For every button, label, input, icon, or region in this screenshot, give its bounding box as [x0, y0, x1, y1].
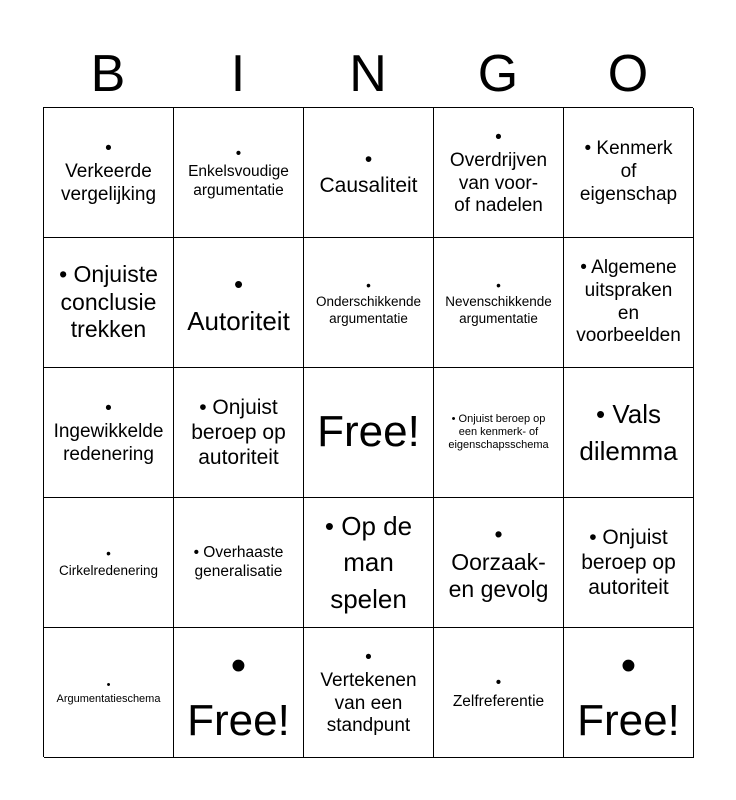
- bingo-cell-r5-c3[interactable]: [304, 628, 434, 758]
- bingo-cell-r4-c3[interactable]: [304, 498, 434, 628]
- header-letter-b: B: [90, 45, 126, 103]
- cell-text: • Enkelsvoudige argumentatie: [188, 144, 289, 199]
- cell-text: • Verkeerde vergelijking: [60, 138, 157, 205]
- bingo-cell-r5-c5[interactable]: [564, 628, 694, 758]
- cell-text: • Cirkelredenering: [58, 546, 159, 578]
- bingo-cell-r2-c5[interactable]: [564, 238, 694, 368]
- cell-text: • Nevenschikkende argumentatie: [445, 278, 552, 326]
- cell-text: • Onjuist beroep op autoriteit: [191, 395, 286, 470]
- cell-text: • Onjuist beroep op autoriteit: [581, 525, 676, 600]
- header-letter-g: G: [477, 45, 519, 103]
- cell-text: • Onjuiste conclusie trekken: [59, 261, 158, 343]
- bingo-cell-r5-c2[interactable]: [174, 628, 304, 758]
- cell-text: • Free!: [577, 640, 680, 745]
- cell-text: • Vals dilemma: [579, 399, 678, 466]
- bingo-cell-r4-c1[interactable]: [44, 498, 174, 628]
- bingo-cell-r2-c2[interactable]: [174, 238, 304, 368]
- bingo-cell-r1-c3[interactable]: [304, 108, 434, 238]
- cell-text: • Onjuist beroep op een kenmerk- of eigenschapsschema: [448, 412, 549, 452]
- bingo-board: [43, 107, 693, 757]
- cell-text: • Overhaaste generalisatie: [193, 543, 284, 580]
- cell-text: • Free!: [187, 640, 290, 745]
- bingo-cell-r5-c1[interactable]: [44, 628, 174, 758]
- cell-text: • Autoriteit: [187, 269, 290, 336]
- bingo-cell-r4-c4[interactable]: [434, 498, 564, 628]
- bingo-cell-r3-c3[interactable]: [304, 368, 434, 498]
- bingo-cell-r4-c5[interactable]: [564, 498, 694, 628]
- bingo-cell-r5-c4[interactable]: [434, 628, 564, 758]
- cell-text: • Algemene uitspraken en voorbeelden: [576, 256, 681, 347]
- bingo-cell-r1-c1[interactable]: [44, 108, 174, 238]
- bingo-cell-r3-c2[interactable]: [174, 368, 304, 498]
- cell-text: • Overdrijven van voor- of nadelen: [449, 126, 548, 217]
- bingo-cell-r1-c5[interactable]: [564, 108, 694, 238]
- cell-text: • Onderschikkende argumentatie: [315, 278, 422, 326]
- header-letter-o: O: [607, 45, 649, 103]
- bingo-cell-r3-c4[interactable]: [434, 368, 564, 498]
- bingo-cell-r3-c1[interactable]: [44, 368, 174, 498]
- cell-text: • Argumentatieschema: [56, 679, 161, 705]
- cell-text: Free!: [317, 407, 420, 457]
- header-letter-n: N: [349, 45, 387, 103]
- header-letter-i: I: [230, 45, 246, 103]
- bingo-cell-r1-c4[interactable]: [434, 108, 564, 238]
- cell-text: • Zelfreferentie: [452, 673, 545, 710]
- cell-text: • Oorzaak- en gevolg: [448, 521, 549, 603]
- cell-text: • Ingewikkelde redenering: [53, 398, 164, 465]
- cell-text: • Vertekenen van een standpunt: [320, 646, 417, 737]
- bingo-cell-r2-c4[interactable]: [434, 238, 564, 368]
- bingo-cell-r4-c2[interactable]: [174, 498, 304, 628]
- cell-text: • Op de man spelen: [324, 510, 413, 614]
- cell-text: • Causaliteit: [319, 148, 418, 197]
- bingo-cell-r2-c3[interactable]: [304, 238, 434, 368]
- bingo-cell-r1-c2[interactable]: [174, 108, 304, 238]
- bingo-cell-r3-c5[interactable]: [564, 368, 694, 498]
- bingo-header: [43, 40, 693, 108]
- cell-text: • Kenmerk of eigenschap: [579, 138, 678, 205]
- bingo-cell-r2-c1[interactable]: [44, 238, 174, 368]
